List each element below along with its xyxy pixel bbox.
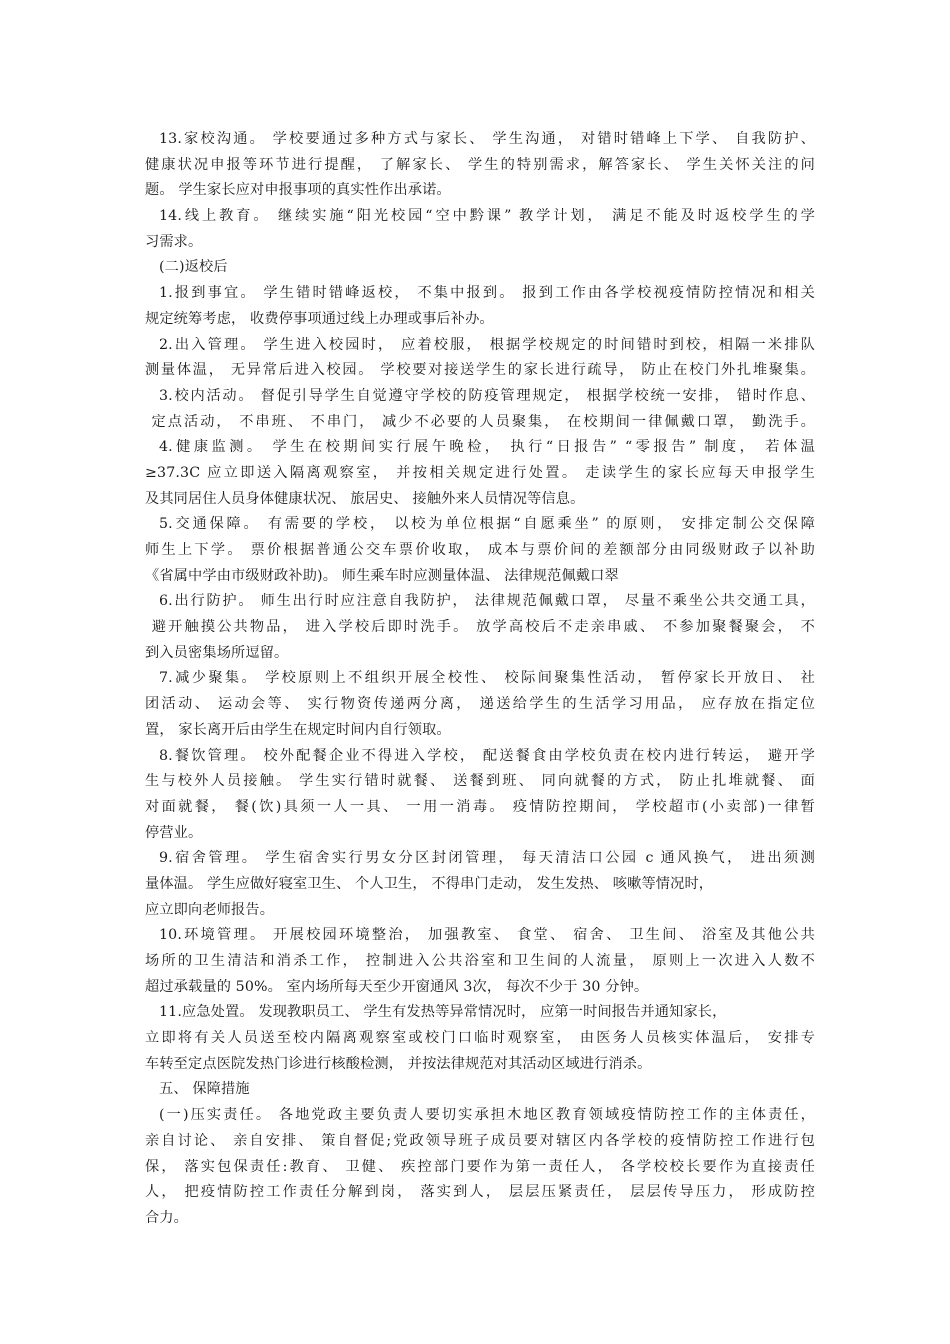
text-line: 8.餐饮管理。 校外配餐企业不得进入学校， 配送餐食由学校负责在校内进行转运， 避开学 [159, 747, 815, 764]
text-line: 对面就餐， 餐(饮)具须一人一具、 一用一消毒。 疫情防控期间， 学校超市(小卖部)一律暂 [145, 798, 815, 815]
text-line: 到入员密集场所逗留。 [145, 644, 289, 661]
text-line: 师生上下学。 票价根据普通公交车票价收取， 成本与票价间的差额部分由同级财政子以补助 [145, 542, 815, 558]
text-line: 健康状况申报等环节进行提醒， 了解家长、 学生的特别需求，解答家长、 学生关怀关注的问 [145, 156, 815, 173]
text-line: 9.宿舍管理。 学生宿舍实行男女分区封闭管理， 每天清洁口公园 c 通风换气， 进出须测 [159, 850, 815, 867]
text-line: 14.线上教育。 继续实施“阳光校园“空中黔课” 教学计划， 满足不能及时返校学生的学 [159, 208, 815, 225]
text-line: 习需求。 [145, 233, 203, 250]
text-line: 2.出入管理。 学生进入校园时， 应着校服， 根据学校规定的时间错时到校，相隔一米排队 [159, 336, 815, 353]
text-line: 超过承载量的 50%。 室内场所每天至少开窗通风 3次， 每次不少于 30 分钟。 [145, 978, 649, 995]
text-line: 亲自讨论、 亲自安排、 策自督促;党政领导班子成员要对辖区内各学校的疫情防控工作进行包 [145, 1132, 815, 1149]
text-line: 人， 把疫情防控工作责任分解到岗， 落实到人， 层层压紧责任， 层层传导压力， 形成防控 [145, 1184, 815, 1201]
text-line: 立即将有关人员送至校内隔离观察室或校门口临时观察室， 由医务人员核实体温后， 安排专 [145, 1030, 815, 1047]
text-line: 应立即向老师报告。 [145, 901, 275, 918]
document-body [145, 127, 815, 1232]
text-line: 4.健康监测。 学生在校期间实行展午晚检， 执行“日报告” “零报告” 制度， 若体温 [159, 439, 815, 456]
text-line: 车转至定点医院发热门诊进行核酸检测， 并按法律规范对其活动区域进行消杀。 [145, 1055, 652, 1072]
text-line: 生与校外人员接触。 学生实行错时就餐、 送餐到班、 同向就餐的方式， 防止扎堆就餐、 面 [145, 773, 815, 790]
text-line: 6.出行防护。 师生出行时应注意自我防护， 法律规范佩戴口罩， 尽量不乘坐公共交通工具， [159, 593, 815, 610]
text-line: (一)压实责任。 各地党政主要负责人要切实承担木地区教育领域疫情防控工作的主体责任， [159, 1107, 815, 1124]
text-line: 保， 落实包保责任:教育、 卫健、 疾控部门要作为第一责任人， 各学校校长要作为直接责任 [145, 1158, 815, 1175]
text-line: (二)返校后 [159, 259, 228, 276]
text-line: 避开触摸公共物品， 进入学校后即时洗手。 放学高校后不走亲串戚、 不参加聚餐聚会， 不 [145, 619, 815, 636]
text-line: 定点活动， 不串班、 不串门， 减少不必要的人员聚集， 在校期间一律佩戴口罩， 勤洗手。 [145, 413, 815, 430]
text-line: 3.校内活动。 督促引导学生自觉遵守学校的防疫管理规定， 根据学校统一安排， 错时作息、 [159, 387, 815, 404]
text-line: 题。 学生家长应对申报事项的真实性作出承诺。 [145, 182, 451, 199]
text-line: 规定统筹考虑， 收费停事项通过线上办理或事后补办。 [145, 310, 494, 327]
text-line: 1.报到事宜。 学生错时错峰返校， 不集中报到。 报到工作由各学校视疫情防控情况和相关 [159, 285, 815, 302]
text-line: 7.减少聚集。 学校原则上不组织开展全校性、 校际间聚集性活动， 暂停家长开放日、 社 [159, 670, 815, 687]
text-line: 13.家校沟通。 学校要通过多种方式与家长、 学生沟通， 对错时错峰上下学、 自我防护、 [159, 131, 815, 147]
text-line: 五、 保障措施 [159, 1081, 250, 1098]
text-line: 11.应急处置。 发现教职员工、 学生有发热等异常情况时， 应第一时间报告并通知家长， [159, 1004, 727, 1021]
text-line: 测量体温， 无异常后进入校园。 学校要对接送学生的家长进行疏导， 防止在校门外扎堆聚集。 [145, 362, 815, 379]
text-line: 及其同居住人员身体健康状况、 旅居史、 接触外来人员情况等信息。 [145, 490, 585, 507]
text-line: 量体温。 学生应做好寝室卫生、 个人卫生， 不得串门走动， 发生发热、 咳嗽等情况时， [145, 875, 714, 892]
text-line: 场所的卫生清洁和消杀工作， 控制进入公共浴室和卫生间的人流量， 原则上一次进入人数不 [145, 953, 815, 969]
text-line: 合力。 [145, 1209, 189, 1226]
text-line: 团活动、 运动会等、 实行物资传递两分离， 递送给学生的生活学习用品， 应存放在指定位 [145, 696, 815, 713]
text-line: 5.交通保障。 有需要的学校， 以校为单位根据“自愿乘坐” 的原则， 安排定制公交保障 [159, 516, 815, 533]
text-line: ≥37.3C 应立即送入隔离观察室， 并按相关规定进行处置。 走读学生的家长应每天申报学生 [145, 464, 815, 481]
text-line: 10.环境管理。 开展校园环境整治， 加强教室、 食堂、 宿舍、 卫生间、 浴室及其他公共 [159, 927, 815, 944]
text-line: 《省属中学由市级财政补助)。 师生乘车时应测量体温、 法律规范佩戴口翠 [145, 567, 619, 584]
text-line: 置， 家长离开后由学生在规定时间内自行领取。 [145, 721, 451, 738]
text-line: 停营业。 [145, 824, 203, 841]
